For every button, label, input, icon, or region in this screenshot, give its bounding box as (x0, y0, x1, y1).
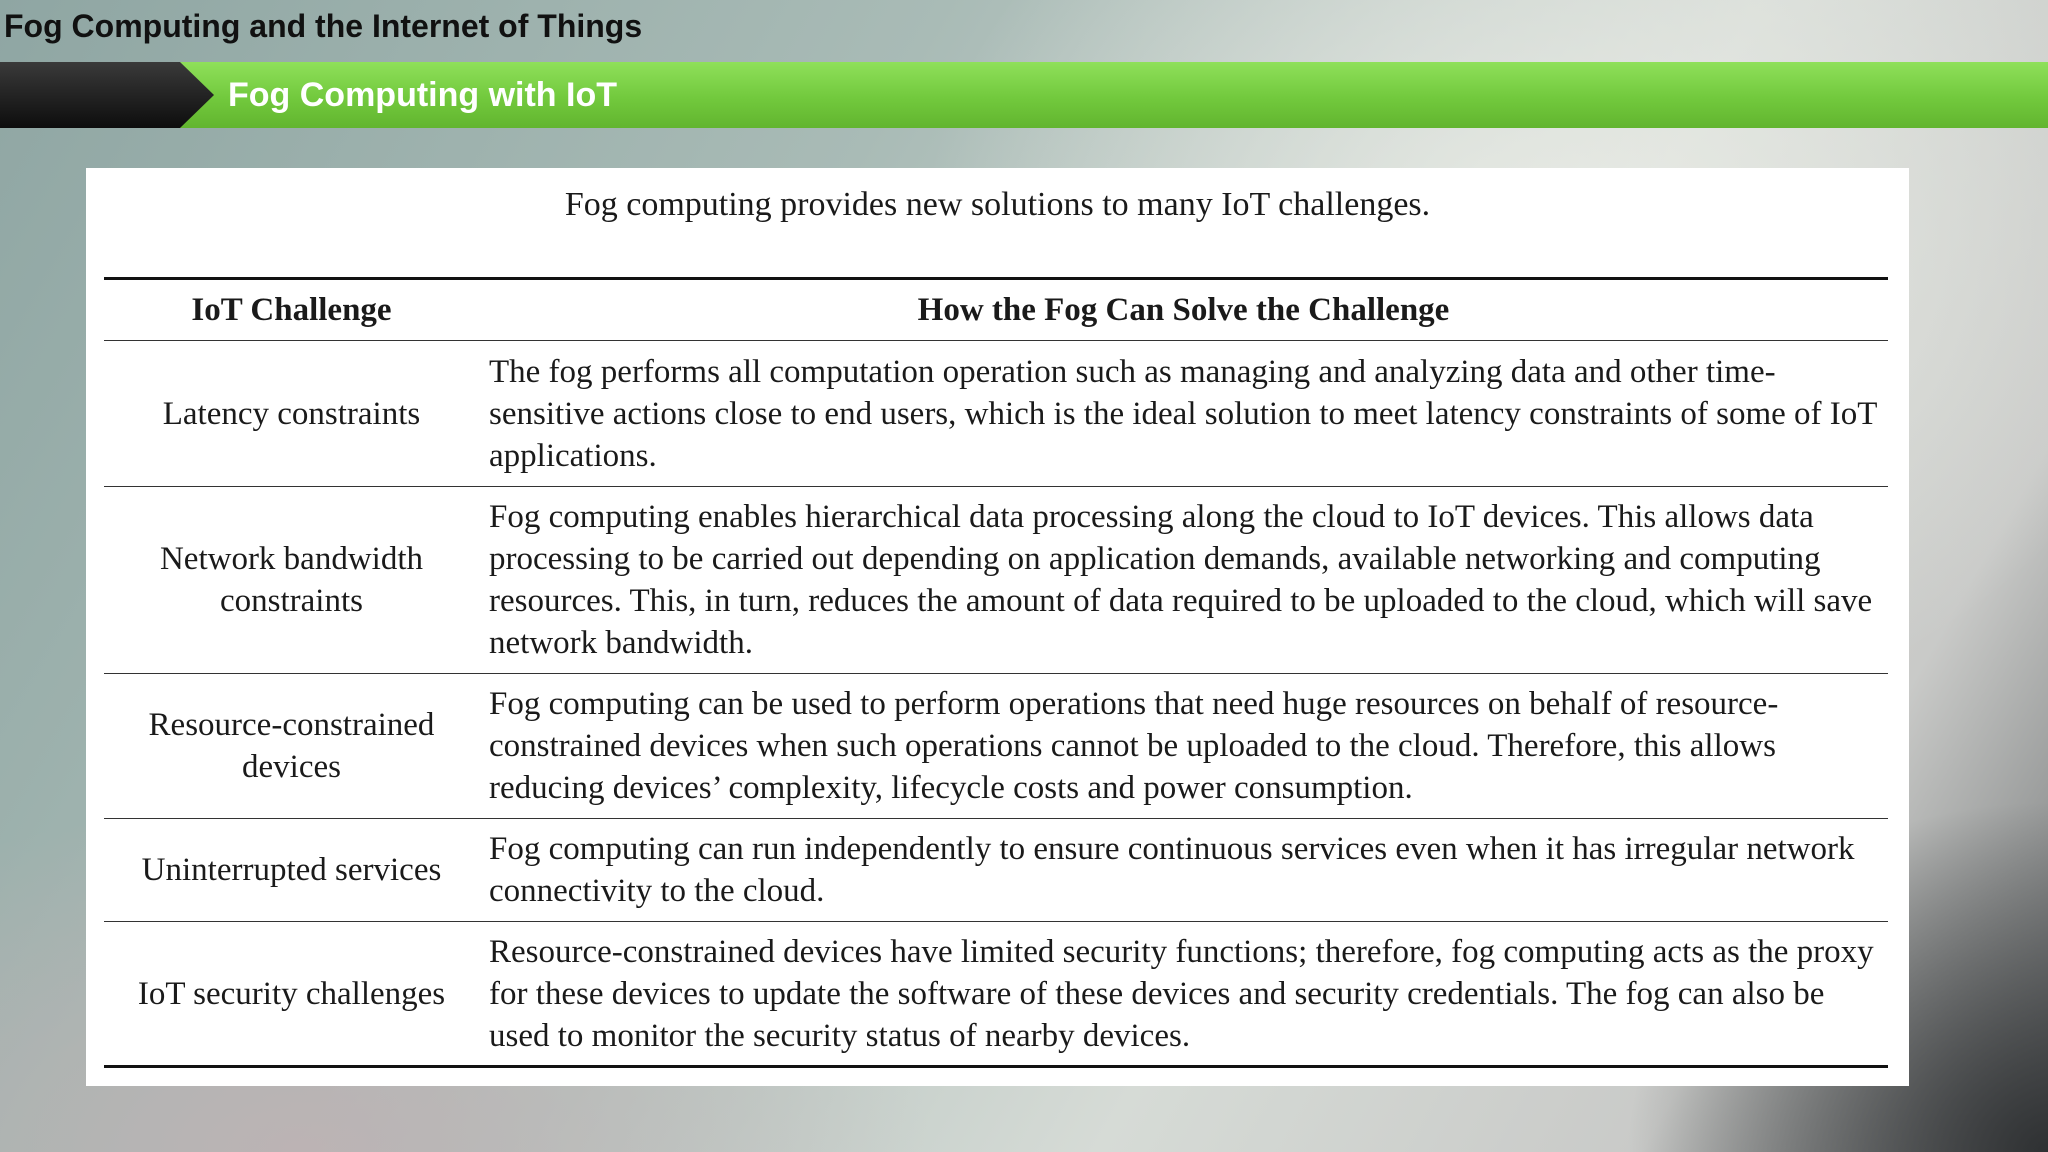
challenge-cell: Uninterrupted services (104, 819, 479, 922)
solution-cell: Fog computing can run independently to ensure continuous services even when it has irregular network connectivity to the cloud. (479, 819, 1888, 922)
table-row (104, 674, 1888, 819)
table-row (104, 341, 1888, 487)
challenge-cell: Latency constraints (104, 341, 479, 487)
challenge-cell: Network bandwidth constraints (104, 487, 479, 674)
solution-cell: Fog computing can be used to perform operations that need huge resources on behalf of resource-constrained devices when such operations cannot be uploaded to the cloud. Therefore, this allows reducing devices’ complexity, lifecycle costs and power consumption. (479, 674, 1888, 819)
column-header-solution: How the Fog Can Solve the Challenge (479, 279, 1888, 341)
challenges-table (104, 277, 1888, 1068)
column-header-challenge: IoT Challenge (104, 279, 479, 341)
table-row (104, 819, 1888, 922)
challenge-cell: Resource-constrained devices (104, 674, 479, 819)
challenge-cell: IoT security challenges (137, 975, 446, 1012)
table-caption: Fog computing provides new solutions to many IoT challenges. (564, 186, 1431, 223)
solution-cell: The fog performs all computation operation such as managing and analyzing data and other time-sensitive actions close to end users, which is the ideal solution to meet latency constraints of some of IoT applications. (479, 341, 1888, 487)
table-row (104, 487, 1888, 674)
solution-cell: Fog computing enables hierarchical data processing along the cloud to IoT devices. This allows data processing to be carried out depending on application demands, available networking and computing resources. This, in turn, reduces the amount of data required to be uploaded to the cloud, which will save network bandwidth. (479, 487, 1888, 674)
section-title: Fog Computing with IoT (228, 76, 618, 114)
table-row (104, 922, 1888, 1067)
banner-arrow (0, 62, 214, 128)
solution-cell: Resource-constrained devices have limited security functions; therefore, fog computing acts as the proxy for these devices to update the software of these devices and security credentials. The fog can also be used to monitor the security status of nearby devices. (489, 933, 1874, 1054)
table-panel (86, 168, 1909, 1086)
slide-title: Fog Computing and the Internet of Things (4, 8, 643, 44)
table-header-row (104, 279, 1888, 341)
